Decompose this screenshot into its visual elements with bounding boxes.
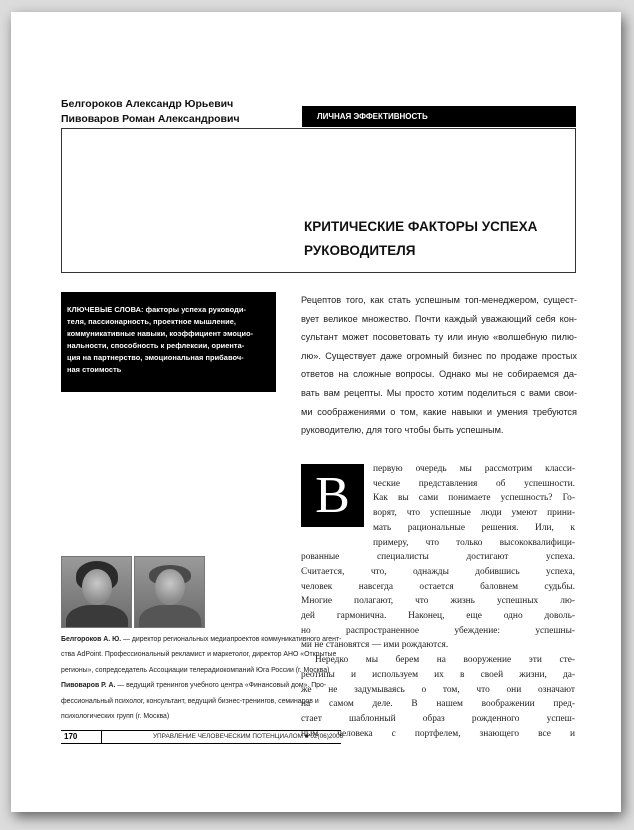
lead-line: руководителю, для того чтобы быть успешным.: [301, 425, 504, 436]
keywords-line: КЛЮЧЕВЫЕ СЛОВА: факторы успеха руководи-: [67, 305, 246, 314]
body-line: реотипы и используем их в своей жизни, да-: [301, 669, 575, 680]
body-line: человек навсегда остается баловнем судьбы.: [301, 581, 575, 592]
body-line: на самом деле. В нашем воображении пред-: [301, 699, 575, 710]
lead-line: Рецептов того, как стать успешным топ-менеджером, сущест-: [301, 295, 577, 305]
keywords-line: ция на партнерство, эмоциональная прибавоч-: [67, 353, 244, 362]
bio-line: психологических групп (г. Москва): [61, 713, 170, 721]
bio-text: — ведущий тренингов учебного центра «Финансовый дом». Про-: [115, 682, 327, 690]
body-line: Как вы сами понимаете успешность? Го-: [373, 493, 575, 504]
article-title: [304, 215, 537, 263]
body-line: примеру, что только высококвалифици-: [373, 537, 575, 548]
keywords-line: ная стоимость: [67, 365, 122, 374]
body-line: Нередко мы берем на вооружение эти сте-: [315, 655, 575, 666]
lead-line: сультант может посоветовать ту или иную «волшебную пилю-: [301, 332, 577, 343]
lead-line: вать вам рецепты. Мы просто хотим поделиться с вами свои-: [301, 387, 577, 398]
title-line: РУКОВОДИТЕЛЯ: [304, 243, 416, 258]
bio-line: [61, 632, 349, 647]
keywords-line: коммуникативные навыки, коэффициент эмоцио-: [67, 329, 254, 338]
bio-author-name: Белгороков А. Ю.: [61, 636, 122, 643]
body-line: первую очередь мы рассмотрим класси-: [373, 464, 575, 474]
body-line: ным человека с портфелем, знающего все и: [301, 728, 575, 739]
body-line: ворят, что успешные люди умеют прини-: [373, 508, 575, 519]
body-line: Считается, что, однажды добившись успеха,: [301, 566, 575, 577]
body-line: мать рациональные решения. Или, к: [373, 522, 575, 533]
body-line: ческие представления об успешности.: [373, 478, 575, 489]
author-name: Белгороков Александр Юрьевич: [61, 98, 234, 110]
body-line: рованные специалисты достигают успеха.: [301, 552, 575, 563]
page-number: 170: [64, 732, 78, 741]
author-bios: [61, 632, 349, 724]
keywords-line: теля, пассионарность, проектное мышление,: [67, 317, 236, 326]
body-line: ми не становятся — ими рождаются.: [301, 640, 449, 651]
body-line: дей гармонична. Наконец, еще одно доволь-: [301, 611, 575, 622]
body-line: Многие полагают, что жизнь успешных лю-: [301, 596, 575, 607]
authors: [61, 97, 240, 127]
author-name: Пивоваров Роман Александрович: [61, 113, 240, 125]
drop-cap: В: [301, 464, 364, 527]
body-line: же не задумываясь о том, что они означают: [301, 684, 575, 695]
lead-paragraph: [301, 291, 577, 440]
bio-line: [61, 678, 349, 693]
bio-author-name: Пивоваров Р. А.: [61, 682, 116, 690]
bio-line: регионы», сопредседатель Ассоциации телерадиокомпаний Юга России (г. Москва): [61, 666, 330, 674]
lead-line: лю». Существует даже огромный бизнес по продаже простых: [301, 350, 577, 361]
bio-line: фессиональный психолог, консультант, ведущий бизнес-тренингов, семинаров и: [61, 697, 319, 705]
lead-line: ответов на сложные вопросы. Однако мы не собираемся да-: [301, 369, 577, 380]
title-line: КРИТИЧЕСКИЕ ФАКТОРЫ УСПЕХА: [304, 219, 538, 234]
bio-line: ства AdPoint. Профессиональный рекламист и маркетолог, директор АНО «Открытые: [61, 651, 337, 659]
body-line: но распространенное убеждение: успешны-: [301, 625, 575, 636]
author-photo-pivovarov: [134, 556, 205, 628]
author-photo-belgorokov: [61, 556, 132, 628]
magazine-page: [11, 12, 621, 812]
rubric-label: ЛИЧНАЯ ЭФФЕКТИВНОСТЬ: [302, 106, 576, 127]
lead-line: ми соображениями о том, какие навыки и умения требуются: [301, 406, 577, 417]
body-line: стает шаблонный образ рожденного успеш-: [301, 713, 575, 724]
lead-line: вует великое множество. Почти каждый уважающий себя кон-: [301, 313, 577, 324]
journal-issue: УПРАВЛЕНИЕ ЧЕЛОВЕЧЕСКИМ ПОТЕНЦИАЛОМ ■ 02(06)2006: [153, 733, 344, 740]
bio-text: — директор региональных медиапроектов коммуникативного агент-: [121, 636, 342, 643]
keywords-box: [61, 292, 276, 392]
keywords-line: нальности, способность к рефлексии, ориента-: [67, 341, 245, 350]
